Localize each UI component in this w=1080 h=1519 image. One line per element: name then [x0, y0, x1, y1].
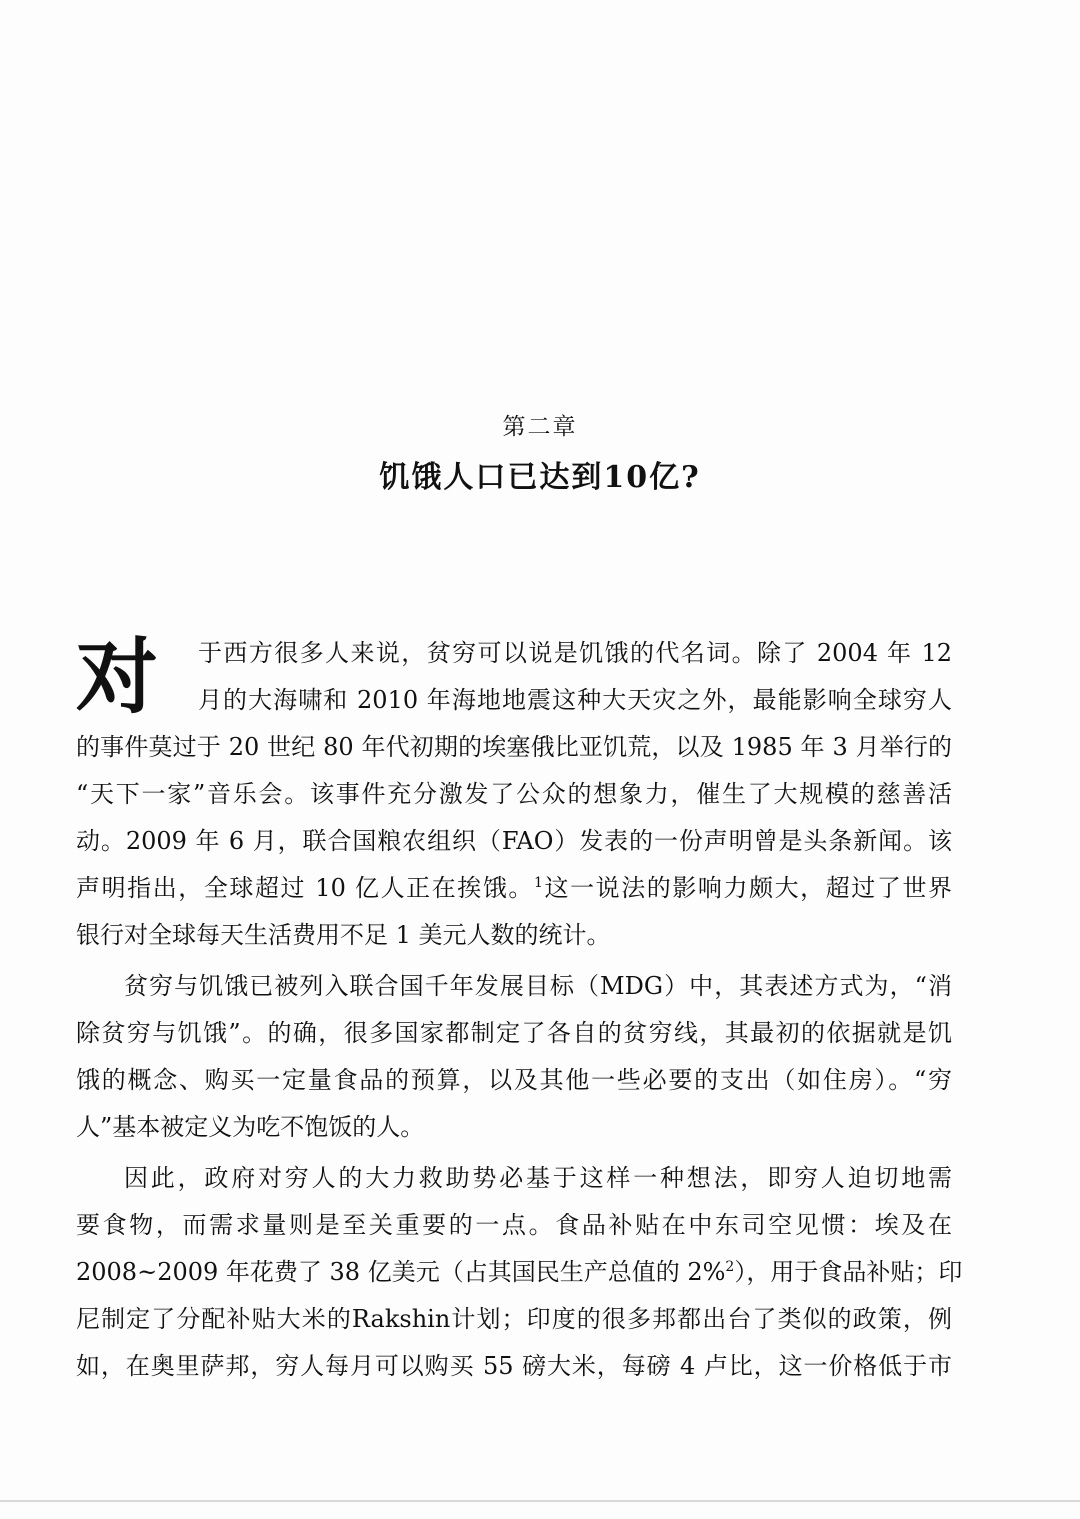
paragraph-line: 要食物，而需求量则是至关重要的一点。食品补贴在中东司空见惯：埃及在	[76, 1211, 952, 1239]
paragraph-line: “天下一家”音乐会。该事件充分激发了公众的想象力，催生了大规模的慈善活	[76, 780, 952, 808]
line-segment: 这一说法的影响力颇大，超过了世界	[542, 874, 953, 902]
paragraph-line: 如，在奥里萨邦，穷人每月可以购买 55 磅大米，每磅 4 卢比，这一价格低于市	[76, 1352, 952, 1380]
drop-cap: 对	[76, 629, 159, 725]
paragraph-2	[76, 963, 952, 1151]
paragraph-line: 因此，政府对穷人的大力救助势必基于这样一种想法，即穷人迫切地需	[124, 1164, 952, 1192]
paragraph-1	[76, 630, 952, 959]
paragraph-line: 动。2009 年 6 月，联合国粮农组织（FAO）发表的一份声明曾是头条新闻。该	[76, 827, 952, 855]
paragraph-line	[76, 865, 952, 912]
paragraph-line: 饿的概念、购买一定量食品的预算，以及其他一些必要的支出（如住房）。“穷	[76, 1066, 952, 1094]
paragraph-line: 除贫穷与饥饿”。的确，很多国家都制定了各自的贫穷线，其最初的依据就是饥	[76, 1019, 952, 1047]
line-segment: 2008~2009 年花费了 38 亿美元（占其国民生产总值的 2%	[76, 1258, 726, 1286]
body-text	[76, 629, 963, 1390]
paragraph-line: 于西方很多人来说，贫穷可以说是饥饿的代名词。除了 2004 年 12	[198, 639, 952, 667]
paragraph-line: 银行对全球每天生活费用不足 1 美元人数的统计。	[76, 921, 611, 949]
paragraph-line: 的事件莫过于 20 世纪 80 年代初期的埃塞俄比亚饥荒，以及 1985 年 3 月举行的	[76, 733, 952, 761]
paragraph-line: 人”基本被定义为吃不饱饭的人。	[76, 1113, 425, 1141]
paragraph-line: 尼制定了分配补贴大米的Rakshin计划；印度的很多邦都出台了类似的政策，例	[76, 1305, 952, 1333]
paragraph-3	[76, 1155, 963, 1390]
footnote-marker: 2	[725, 1259, 735, 1275]
footnote-marker: 1	[534, 875, 543, 891]
paragraph-line: 贫穷与饥饿已被列入联合国千年发展目标（MDG）中，其表述方式为，“消	[124, 972, 952, 1000]
chapter-title: 饥饿人口已达到10亿?	[379, 460, 701, 495]
page-bottom-edge	[0, 1500, 1080, 1502]
chapter-number: 第二章	[502, 414, 578, 440]
paragraph-line: 月的大海啸和 2010 年海地地震这种大天灾之外，最能影响全球穷人	[198, 686, 952, 714]
paragraph-line	[76, 1249, 963, 1296]
line-segment: ），用于食品补贴；印	[734, 1258, 963, 1286]
line-segment: 声明指出，全球超过 10 亿人正在挨饿。	[76, 874, 535, 902]
